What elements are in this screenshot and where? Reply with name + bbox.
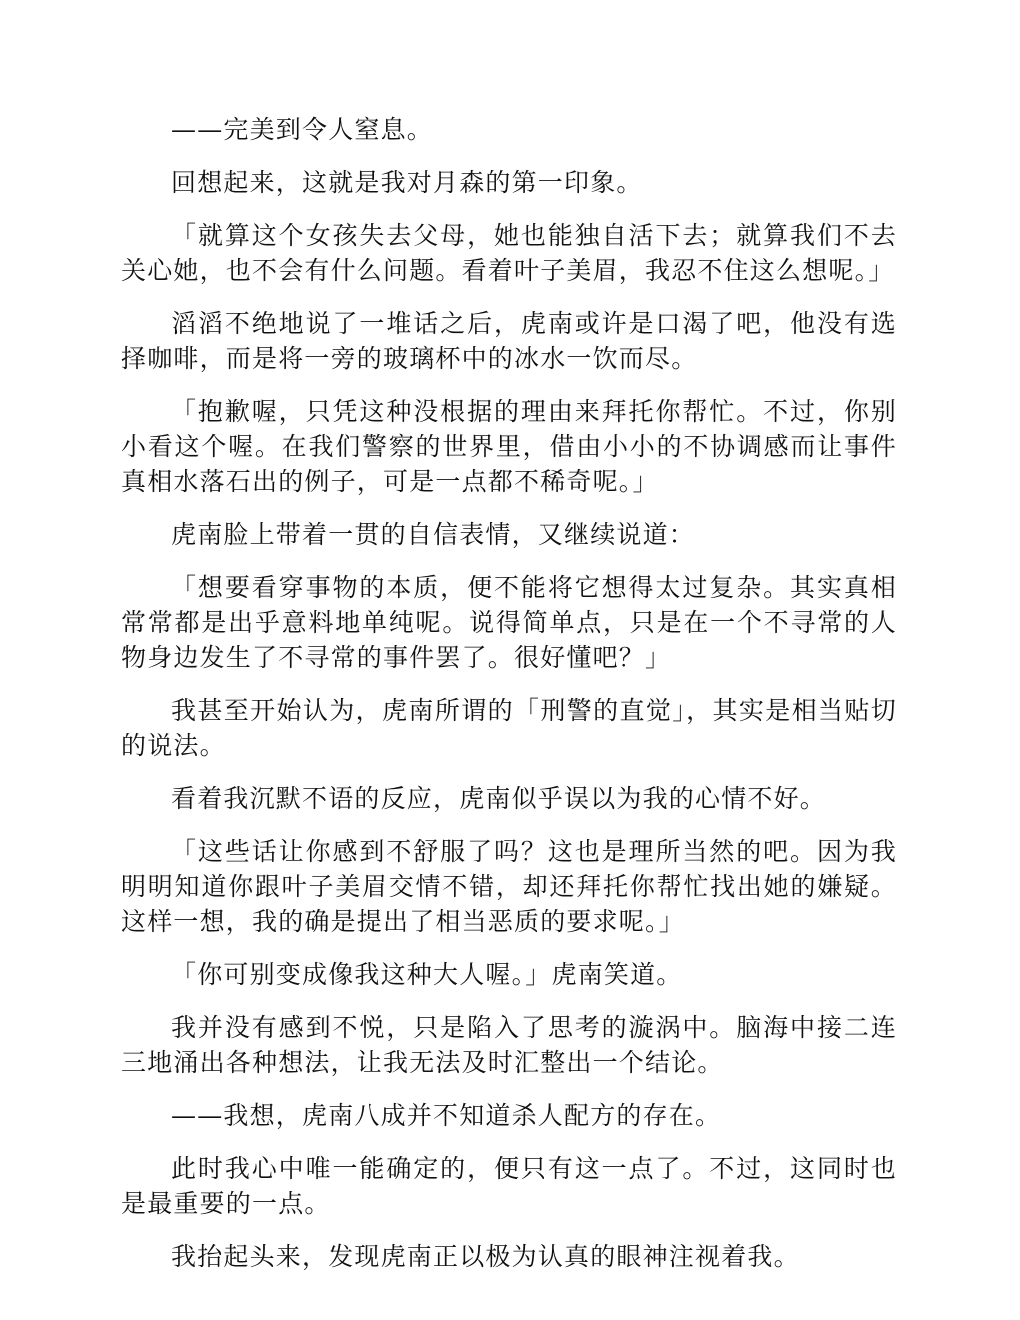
paragraph: 我并没有感到不悦，只是陷入了思考的漩涡中。脑海中接二连三地涌出各种想法，让我无法及时汇整出一个结论。 — [121, 1013, 897, 1077]
paragraph: ——完美到令人窒息。 — [171, 115, 434, 144]
paragraph: 看着我沉默不语的反应，虎南似乎误以为我的心情不好。 — [171, 784, 827, 813]
paragraph: 虎南脸上带着一贯的自信表情，又继续说道： — [171, 520, 696, 549]
paragraph: 「你可别变成像我这种大人喔。」虎南笑道。 — [171, 960, 683, 989]
paragraph: 「想要看穿事物的本质，便不能将它想得太过复杂。其实真相常常都是出乎意料地单纯呢。说得简单点，只是在一个不寻常的人物身边发生了不寻常的事件罢了。很好懂吧？」 — [121, 573, 897, 672]
page-body — [121, 112, 897, 1292]
paragraph: 此时我心中唯一能确定的，便只有这一点了。不过，这同时也是最重要的一点。 — [121, 1154, 897, 1218]
paragraph: 「这些话让你感到不舒服了吗？这也是理所当然的吧。因为我明明知道你跟叶子美眉交情不错，却还拜托你帮忙找出她的嫌疑。这样一想，我的确是提出了相当恶质的要求呢。」 — [121, 837, 897, 936]
paragraph: 「抱歉喔，只凭这种没根据的理由来拜托你帮忙。不过，你别小看这个喔。在我们警察的世界里，借由小小的不协调感而让事件真相水落石出的例子，可是一点都不稀奇呢。」 — [121, 397, 897, 496]
paragraph: 滔滔不绝地说了一堆话之后，虎南或许是口渴了吧，他没有选择咖啡，而是将一旁的玻璃杯中的冰水一饮而尽。 — [121, 309, 897, 373]
paragraph: 我甚至开始认为，虎南所谓的「刑警的直觉」，其实是相当贴切的说法。 — [121, 696, 897, 760]
paragraph: 我抬起头来，发现虎南正以极为认真的眼神注视着我。 — [171, 1242, 800, 1271]
paragraph: 「就算这个女孩失去父母，她也能独自活下去；就算我们不去关心她，也不会有什么问题。看着叶子美眉，我忍不住这么想呢。」 — [121, 221, 897, 285]
paragraph: ——我想，虎南八成并不知道杀人配方的存在。 — [171, 1101, 722, 1130]
paragraph: 回想起来，这就是我对月森的第一印象。 — [171, 168, 643, 197]
